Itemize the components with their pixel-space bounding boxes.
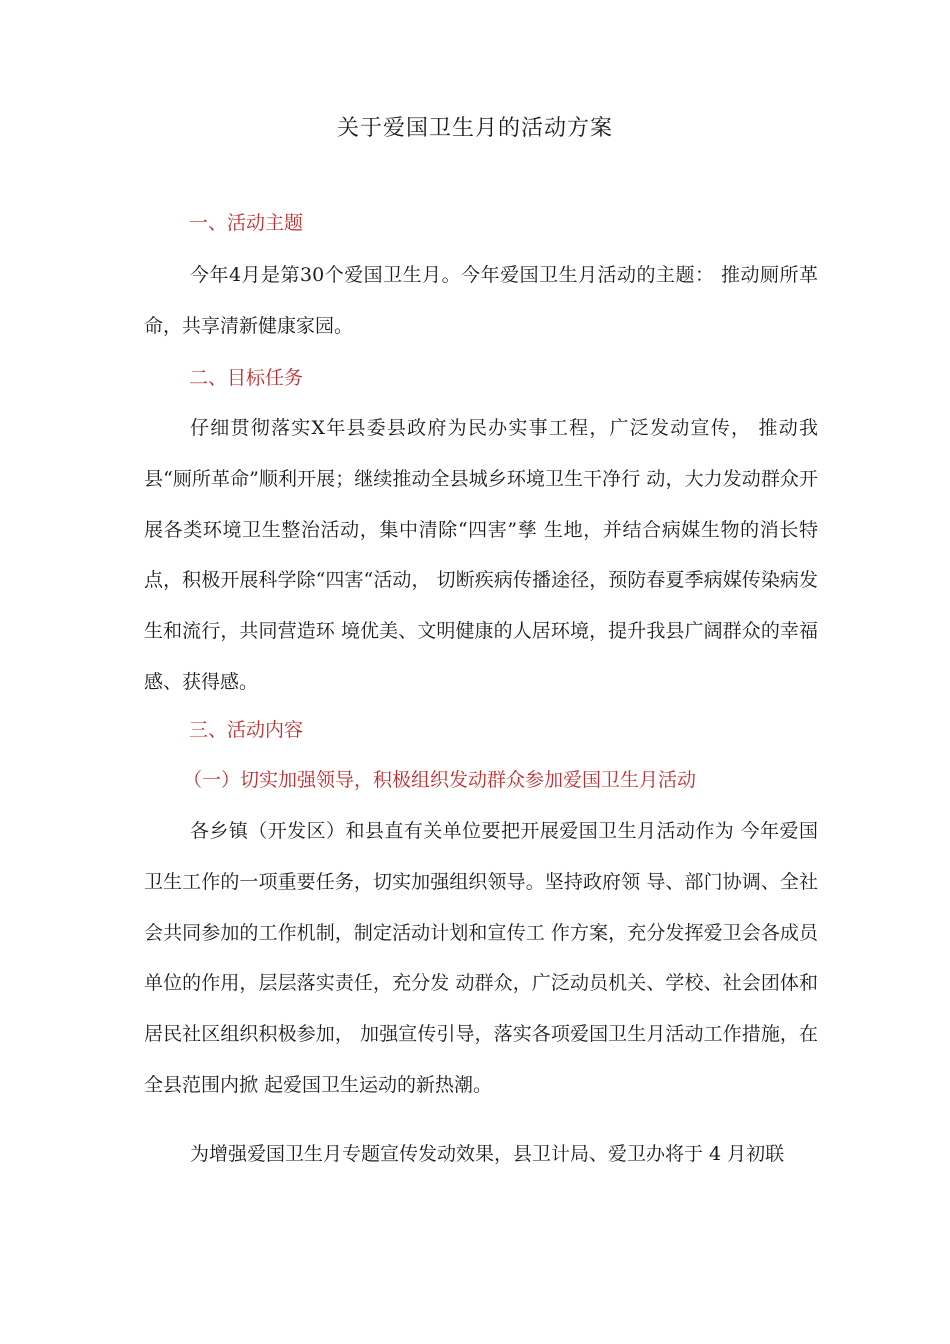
subsection-heading-leadership: （一）切实加强领导，积极组织发动群众参加爱国卫生月活动 <box>183 769 697 791</box>
paragraph-goals: 仔细贯彻落实X年县委县政府为民办实事工程，广泛发动宣传， 推动我县“厕所革命”顺利开展；继续推动全县城乡环境卫生干净行 动，大力发动群众开展各类环境卫生整治活动，集中清除“四害”孳 生地，并结合病媒生物的消长特点，积极开展科学除“四害“活动， 切断疾病传播途径，预防春夏季病媒传染病发生和流行，共同营造环 境优美、文明健康的人居环境，提升我县广阔群众的幸福感、获得感。 <box>144 417 818 693</box>
paragraph-theme: 今年4月是第30个爱国卫生月。今年爱国卫生月活动的主题： 推动厕所革命，共享清新健康家园。 <box>144 264 818 337</box>
paragraph-publicity: 为增强爱国卫生月专题宣传发动效果，县卫计局、爱卫办将于 4 月初联 <box>190 1143 785 1165</box>
section-heading-content: 三、活动内容 <box>189 719 304 741</box>
section-heading-theme: 一、活动主题 <box>189 212 304 234</box>
paragraph-leadership: 各乡镇（开发区）和县直有关单位要把开展爱国卫生月活动作为 今年爱国卫生工作的一项重要任务，切实加强组织领导。坚持政府领 导、部门协调、全社会共同参加的工作机制，制定活动计划和宣传工 作方案，充分发挥爱卫会各成员单位的作用，层层落实责任，充分发 动群众，广泛动员机关、学校、社会团体和居民社区组织积极参加， 加强宣传引导，落实各项爱国卫生月活动工作措施，在全县范围内掀 起爱国卫生运动的新热潮。 <box>144 820 818 1096</box>
document-title: 关于爱国卫生月的活动方案 <box>336 116 613 141</box>
section-heading-goals: 二、目标任务 <box>189 367 304 389</box>
